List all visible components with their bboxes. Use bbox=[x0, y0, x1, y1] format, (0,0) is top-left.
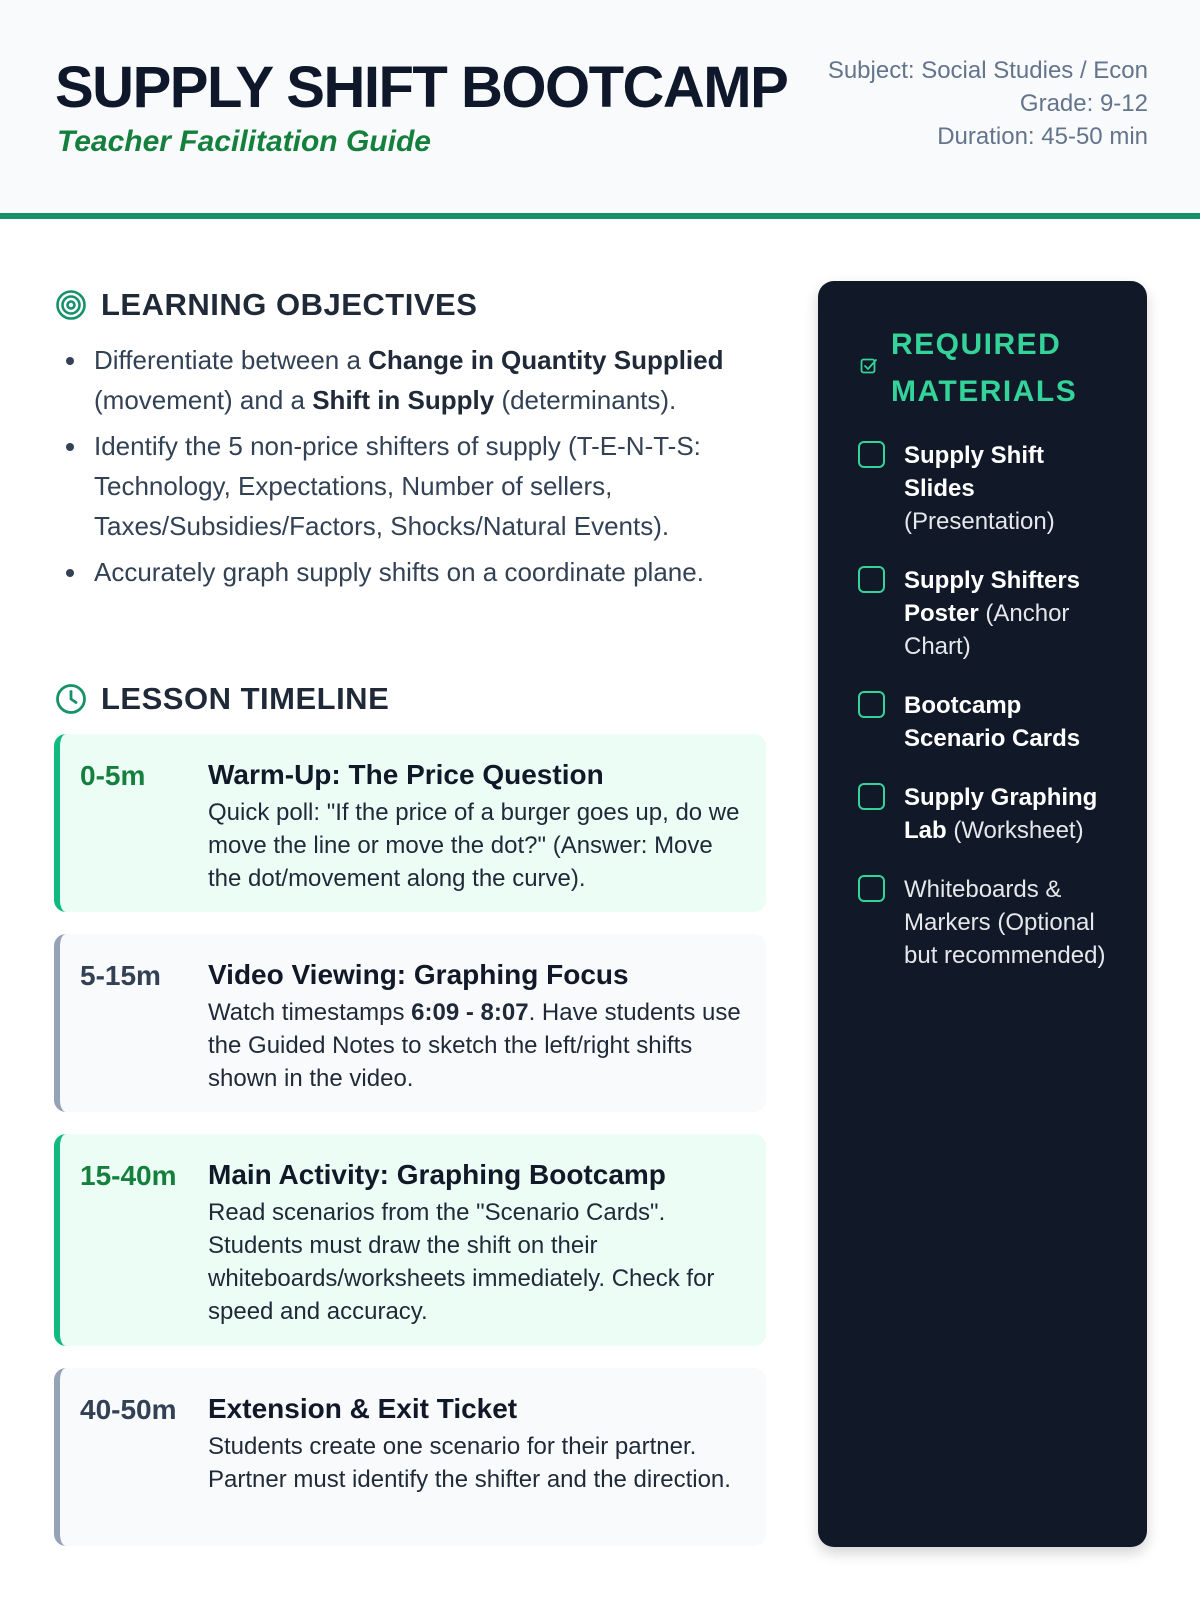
timeline-heading: Main Activity: Graphing Bootcamp bbox=[208, 1159, 666, 1190]
material-note: (Worksheet) bbox=[946, 817, 1084, 844]
timeline-body bbox=[208, 1156, 746, 1328]
objectives-heading: LEARNING OBJECTIVES bbox=[101, 287, 478, 322]
timeline-description: Read scenarios from the "Scenario Cards". Students must draw the shift on their whiteboards/worksheets immediately. Check for speed and accuracy. bbox=[208, 1199, 715, 1325]
meta-duration: Duration: 45-50 min bbox=[937, 123, 1148, 150]
timeline-heading: Warm-Up: The Price Question bbox=[208, 759, 604, 790]
timeline-body bbox=[208, 756, 746, 895]
objective-item bbox=[62, 340, 774, 420]
checklist-icon bbox=[860, 357, 878, 375]
material-item bbox=[858, 564, 1118, 663]
timeline-card-main-activity bbox=[54, 1134, 766, 1346]
timeline-heading: LESSON TIMELINE bbox=[101, 681, 390, 716]
objective-item: Identify the 5 non-price shifters of supply (T-E-N-T-S: Technology, Expectations, Number of sellers, Taxes/Subsidies/Factors, Shocks/Natural Events). bbox=[62, 426, 774, 546]
timeline-card-warm-up bbox=[54, 734, 766, 912]
page-header bbox=[0, 0, 1200, 219]
material-name: Supply Shifters Poster bbox=[904, 567, 1081, 627]
timeline-description: Quick poll: "If the price of a burger goes up, do we move the line or move the dot?" (Answer: Move the dot/movement along the curve). bbox=[208, 799, 740, 892]
timeline-section-title bbox=[55, 681, 389, 717]
timeline-text: Watch timestamps bbox=[208, 999, 412, 1026]
material-name: Supply Graphing Lab bbox=[904, 784, 1098, 844]
objective-item: Accurately graph supply shifts on a coordinate plane. bbox=[62, 552, 774, 592]
timeline-description: Students create one scenario for their partner. Partner must identify the shifter and the direction. bbox=[208, 1433, 731, 1493]
timeline-body bbox=[208, 1390, 746, 1496]
material-checkbox[interactable] bbox=[858, 441, 885, 468]
materials-panel bbox=[818, 281, 1147, 1547]
timeline-time: 0-5m bbox=[80, 760, 146, 791]
lesson-meta bbox=[828, 54, 1148, 153]
timeline-heading: Video Viewing: Graphing Focus bbox=[208, 959, 629, 990]
document-title: SUPPLY SHIFT BOOTCAMP bbox=[55, 55, 788, 120]
material-item bbox=[858, 873, 1118, 972]
material-checkbox[interactable] bbox=[858, 783, 885, 810]
timeline-body bbox=[208, 956, 746, 1095]
material-note: (Anchor Chart) bbox=[904, 600, 1070, 660]
objectives-list bbox=[62, 340, 774, 598]
timeline-time: 5-15m bbox=[80, 960, 161, 991]
document-subtitle: Teacher Facilitation Guide bbox=[57, 125, 431, 158]
objective-term: Shift in Supply bbox=[312, 385, 495, 415]
timeline-heading: Extension & Exit Ticket bbox=[208, 1393, 518, 1424]
materials-list bbox=[858, 439, 1118, 998]
materials-heading: REQUIRED MATERIALS bbox=[891, 328, 1078, 408]
timeline-time: 15-40m bbox=[80, 1160, 177, 1191]
meta-grade: Grade: 9-12 bbox=[1019, 90, 1148, 117]
material-note: (Presentation) bbox=[904, 508, 1055, 535]
timestamps-range: 6:09 - 8:07 bbox=[411, 999, 529, 1026]
material-checkbox[interactable] bbox=[858, 875, 885, 902]
material-checkbox[interactable] bbox=[858, 566, 885, 593]
clock-icon bbox=[55, 683, 87, 715]
objective-text: Differentiate between a bbox=[94, 345, 369, 375]
objective-text: (determinants). bbox=[494, 385, 677, 415]
objectives-section-title bbox=[55, 287, 477, 323]
timeline-card-extension bbox=[54, 1368, 766, 1546]
material-checkbox[interactable] bbox=[858, 691, 885, 718]
material-item bbox=[858, 781, 1118, 847]
timeline-text: . Have students use the Guided Notes to sketch the left/right shifts shown in the video. bbox=[208, 999, 741, 1092]
timeline-card-video bbox=[54, 934, 766, 1112]
material-name: Supply Shift Slides bbox=[904, 442, 1044, 502]
material-name: Bootcamp Scenario Cards bbox=[904, 692, 1081, 752]
timeline-time: 40-50m bbox=[80, 1394, 177, 1425]
objective-text: (movement) and a bbox=[94, 385, 313, 415]
target-icon bbox=[55, 289, 87, 321]
material-item bbox=[858, 689, 1118, 755]
material-item bbox=[858, 439, 1118, 538]
material-note: Whiteboards & Markers (Optional but recommended) bbox=[904, 876, 1106, 969]
meta-subject: Subject: Social Studies / Econ bbox=[827, 57, 1148, 84]
objective-term: Change in Quantity Supplied bbox=[368, 345, 724, 375]
timeline-description bbox=[208, 996, 746, 1095]
